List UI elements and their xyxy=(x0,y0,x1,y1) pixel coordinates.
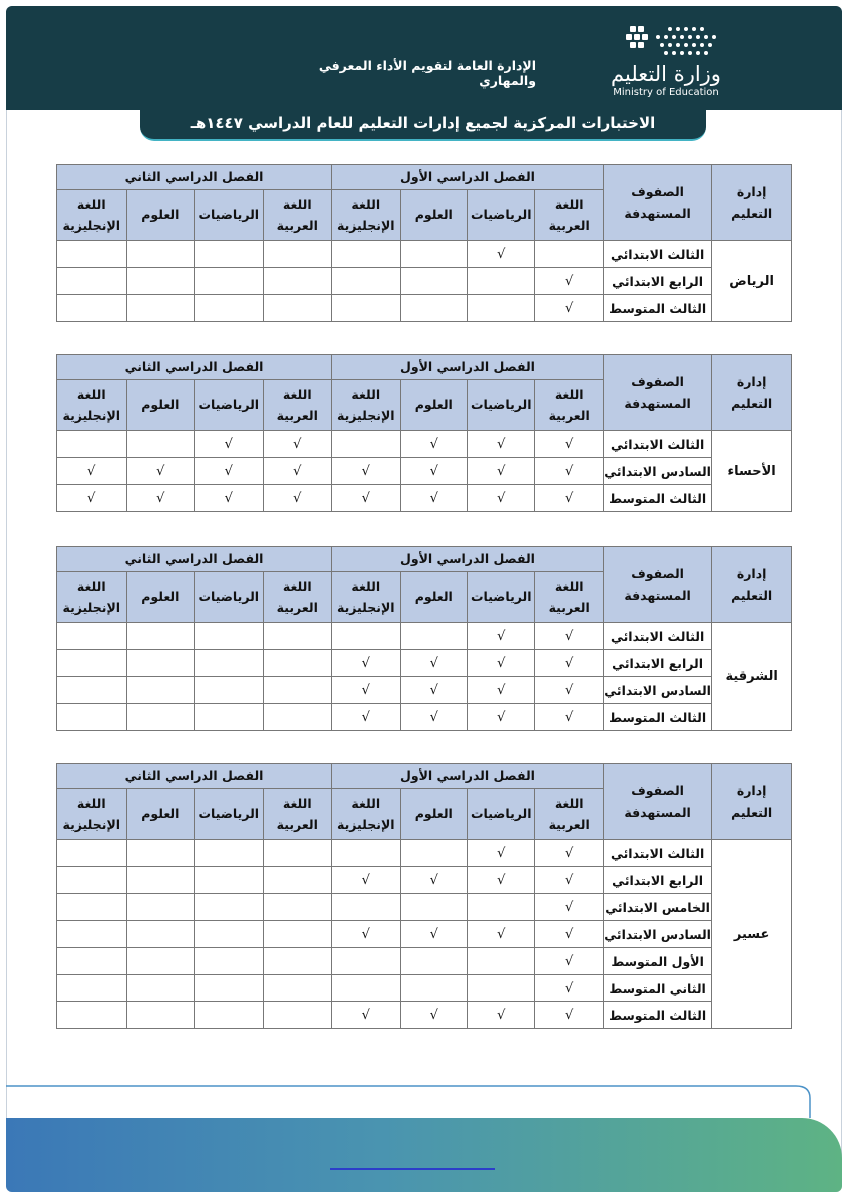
table-row xyxy=(57,623,792,650)
header-term1: الفصل الدراسي الأول xyxy=(332,764,604,789)
header-grades-line1: الصفوف xyxy=(631,184,684,200)
header-arabic-line2: العربية xyxy=(276,600,318,615)
header-arabic-line2: العربية xyxy=(548,218,590,233)
header-admin-line2: التعليم xyxy=(731,587,773,603)
check-cell: √ xyxy=(468,485,535,512)
check-cell: √ xyxy=(535,295,603,322)
check-cell: √ xyxy=(332,1002,401,1029)
check-cell: √ xyxy=(400,867,467,894)
check-cell: √ xyxy=(468,431,535,458)
check-cell xyxy=(468,894,535,921)
check-cell xyxy=(195,948,263,975)
check-cell xyxy=(332,894,401,921)
check-cell: √ xyxy=(535,268,603,295)
check-cell: √ xyxy=(535,650,603,677)
table-row xyxy=(57,431,792,458)
check-cell xyxy=(400,894,467,921)
check-cell: √ xyxy=(535,975,603,1002)
check-cell xyxy=(263,704,331,731)
header-arabic-line1: اللغة xyxy=(554,196,584,212)
header-term2: الفصل الدراسي الثاني xyxy=(57,355,332,380)
table-row xyxy=(57,921,792,948)
check-cell xyxy=(400,975,467,1002)
header-term2: الفصل الدراسي الثاني xyxy=(57,764,332,789)
header-arabic-line2: العربية xyxy=(276,218,318,233)
check-cell xyxy=(263,268,331,295)
exam-table xyxy=(56,763,792,1029)
check-cell: √ xyxy=(400,677,467,704)
header-grades-line2: المستهدفة xyxy=(624,205,691,221)
check-cell xyxy=(126,268,194,295)
header-math: الرياضيات xyxy=(468,789,535,840)
check-cell: √ xyxy=(332,704,401,731)
check-cell: √ xyxy=(535,458,603,485)
header-subtitle: الإدارة العامة لتقويم الأداء المعرفي والمهاري xyxy=(318,58,536,88)
grade-cell: الثاني المتوسط xyxy=(603,975,711,1002)
header-arabic-line2: العربية xyxy=(276,408,318,423)
check-cell: √ xyxy=(332,677,401,704)
header-arabic-line2: العربية xyxy=(548,600,590,615)
ministry-logo xyxy=(606,24,726,104)
check-cell xyxy=(57,840,127,867)
check-cell: √ xyxy=(535,485,603,512)
header-arabic-line2: العربية xyxy=(548,408,590,423)
check-cell xyxy=(126,295,194,322)
check-cell xyxy=(332,295,401,322)
check-cell xyxy=(332,975,401,1002)
check-cell xyxy=(126,948,194,975)
header-arabic xyxy=(535,572,603,623)
check-cell xyxy=(400,241,467,268)
header-admin-line1: إدارة xyxy=(736,184,767,200)
grade-cell: الثالث المتوسط xyxy=(603,295,711,322)
header-english-line2: الإنجليزية xyxy=(62,817,121,832)
grade-cell: الثالث الابتدائي xyxy=(603,840,711,867)
header-arabic xyxy=(535,190,603,241)
exam-table xyxy=(56,546,792,731)
check-cell: √ xyxy=(468,921,535,948)
check-cell xyxy=(263,948,331,975)
header-english xyxy=(332,572,401,623)
header-arabic-line1: اللغة xyxy=(554,795,584,811)
header-arabic-line2: العربية xyxy=(548,817,590,832)
header-grades-line2: المستهدفة xyxy=(624,587,691,603)
check-cell xyxy=(400,623,467,650)
region-cell: الأحساء xyxy=(712,431,792,512)
check-cell xyxy=(332,948,401,975)
grade-cell: السادس الابتدائي xyxy=(603,677,711,704)
check-cell: √ xyxy=(195,431,263,458)
check-cell xyxy=(57,677,127,704)
header-admin-line1: إدارة xyxy=(736,374,767,390)
grade-cell: الثالث المتوسط xyxy=(603,485,711,512)
header-term1: الفصل الدراسي الأول xyxy=(332,547,604,572)
header-english xyxy=(57,380,127,431)
check-cell xyxy=(195,894,263,921)
check-cell: √ xyxy=(126,485,194,512)
check-cell xyxy=(468,948,535,975)
check-cell xyxy=(57,867,127,894)
footer-curve xyxy=(6,1084,842,1118)
check-cell xyxy=(57,704,127,731)
header-arabic xyxy=(263,190,331,241)
check-cell xyxy=(195,241,263,268)
header-term2: الفصل الدراسي الثاني xyxy=(57,547,332,572)
header-english-line2: الإنجليزية xyxy=(337,218,395,233)
check-cell: √ xyxy=(195,458,263,485)
grade-cell: السادس الابتدائي xyxy=(603,921,711,948)
header-arabic-line1: اللغة xyxy=(554,386,584,402)
header-arabic-line1: اللغة xyxy=(282,386,312,402)
check-cell xyxy=(400,295,467,322)
header-arabic xyxy=(535,380,603,431)
check-cell xyxy=(332,840,401,867)
check-cell xyxy=(126,921,194,948)
table-row xyxy=(57,975,792,1002)
header-arabic xyxy=(263,789,331,840)
grade-cell: الأول المتوسط xyxy=(603,948,711,975)
header-term1: الفصل الدراسي الأول xyxy=(332,165,604,190)
check-cell xyxy=(468,268,535,295)
header-grades xyxy=(603,355,711,431)
check-cell: √ xyxy=(535,840,603,867)
table-row xyxy=(57,268,792,295)
header-math: الرياضيات xyxy=(195,572,263,623)
check-cell: √ xyxy=(468,840,535,867)
header-grades xyxy=(603,547,711,623)
check-cell xyxy=(263,295,331,322)
check-cell: √ xyxy=(263,458,331,485)
region-cell: عسير xyxy=(712,840,792,1029)
check-cell xyxy=(126,241,194,268)
check-cell xyxy=(195,975,263,1002)
header-grades-line1: الصفوف xyxy=(631,783,684,799)
grade-cell: الرابع الابتدائي xyxy=(603,867,711,894)
header-english-line1: اللغة xyxy=(76,386,106,402)
check-cell xyxy=(57,921,127,948)
check-cell xyxy=(195,268,263,295)
region-cell: الشرقية xyxy=(712,623,792,731)
header-grades-line1: الصفوف xyxy=(631,374,684,390)
table-row xyxy=(57,295,792,322)
header-science: العلوم xyxy=(126,380,194,431)
check-cell: √ xyxy=(400,704,467,731)
check-cell xyxy=(57,1002,127,1029)
table-row xyxy=(57,948,792,975)
check-cell: √ xyxy=(400,458,467,485)
footer-bar xyxy=(330,1168,495,1170)
logo-dots-icon xyxy=(620,24,720,64)
header-science: العلوم xyxy=(126,789,194,840)
check-cell xyxy=(57,431,127,458)
check-cell xyxy=(468,295,535,322)
header-english xyxy=(332,190,401,241)
header-math: الرياضيات xyxy=(195,789,263,840)
header-english xyxy=(57,789,127,840)
check-cell xyxy=(263,650,331,677)
table-row xyxy=(57,677,792,704)
header-arabic xyxy=(263,572,331,623)
check-cell: √ xyxy=(535,704,603,731)
check-cell: √ xyxy=(332,650,401,677)
check-cell xyxy=(126,975,194,1002)
check-cell xyxy=(195,623,263,650)
header-english-line2: الإنجليزية xyxy=(337,600,395,615)
check-cell: √ xyxy=(332,458,401,485)
check-cell: √ xyxy=(468,704,535,731)
title-banner xyxy=(140,108,706,141)
grade-cell: الرابع الابتدائي xyxy=(603,268,711,295)
check-cell: √ xyxy=(535,623,603,650)
check-cell xyxy=(535,241,603,268)
check-cell: √ xyxy=(468,650,535,677)
header-english-line1: اللغة xyxy=(351,578,381,594)
check-cell: √ xyxy=(468,458,535,485)
grade-cell: الثالث الابتدائي xyxy=(603,241,711,268)
check-cell xyxy=(126,894,194,921)
header-arabic-line2: العربية xyxy=(276,817,318,832)
region-cell: الرياض xyxy=(712,241,792,322)
check-cell xyxy=(126,431,194,458)
header-science: العلوم xyxy=(400,572,467,623)
check-cell xyxy=(57,650,127,677)
exam-table xyxy=(56,354,792,512)
check-cell xyxy=(263,840,331,867)
table-row xyxy=(57,650,792,677)
table-row xyxy=(57,704,792,731)
check-cell: √ xyxy=(535,677,603,704)
header-term1: الفصل الدراسي الأول xyxy=(332,355,604,380)
check-cell xyxy=(332,268,401,295)
check-cell xyxy=(195,650,263,677)
header-science: العلوم xyxy=(400,789,467,840)
check-cell: √ xyxy=(400,431,467,458)
check-cell xyxy=(332,431,401,458)
header-english-line2: الإنجليزية xyxy=(62,408,121,423)
header-english xyxy=(57,190,127,241)
header-english xyxy=(57,572,127,623)
check-cell xyxy=(332,623,401,650)
header-arabic-line1: اللغة xyxy=(554,578,584,594)
check-cell xyxy=(263,921,331,948)
header-math: الرياضيات xyxy=(195,380,263,431)
check-cell xyxy=(126,867,194,894)
check-cell: √ xyxy=(400,485,467,512)
check-cell xyxy=(332,241,401,268)
check-cell xyxy=(126,677,194,704)
check-cell xyxy=(195,677,263,704)
check-cell: √ xyxy=(57,485,127,512)
check-cell xyxy=(57,268,127,295)
check-cell: √ xyxy=(468,867,535,894)
table-row xyxy=(57,840,792,867)
header-english-line1: اللغة xyxy=(76,795,106,811)
grade-cell: الخامس الابتدائي xyxy=(603,894,711,921)
header-math: الرياضيات xyxy=(468,190,535,241)
header-banner xyxy=(6,6,842,110)
check-cell: √ xyxy=(468,623,535,650)
check-cell xyxy=(400,840,467,867)
check-cell: √ xyxy=(263,485,331,512)
footer-band xyxy=(6,1118,842,1192)
header-arabic xyxy=(535,789,603,840)
table-row xyxy=(57,485,792,512)
header-arabic-line1: اللغة xyxy=(282,578,312,594)
check-cell xyxy=(57,623,127,650)
check-cell: √ xyxy=(535,867,603,894)
header-math: الرياضيات xyxy=(468,572,535,623)
check-cell: √ xyxy=(400,1002,467,1029)
check-cell xyxy=(57,975,127,1002)
header-admin-line1: إدارة xyxy=(736,566,767,582)
header-grades xyxy=(603,165,711,241)
header-english xyxy=(332,789,401,840)
check-cell xyxy=(468,975,535,1002)
table-row xyxy=(57,867,792,894)
check-cell xyxy=(263,894,331,921)
grade-cell: الرابع الابتدائي xyxy=(603,650,711,677)
grade-cell: الثالث الابتدائي xyxy=(603,623,711,650)
grade-cell: الثالث المتوسط xyxy=(603,704,711,731)
check-cell xyxy=(57,948,127,975)
check-cell: √ xyxy=(126,458,194,485)
grade-cell: السادس الابتدائي xyxy=(603,458,711,485)
header-science: العلوم xyxy=(400,190,467,241)
check-cell xyxy=(195,867,263,894)
table-row xyxy=(57,458,792,485)
header-math: الرياضيات xyxy=(195,190,263,241)
check-cell: √ xyxy=(195,485,263,512)
check-cell: √ xyxy=(535,894,603,921)
check-cell xyxy=(263,623,331,650)
check-cell: √ xyxy=(535,1002,603,1029)
header-english-line1: اللغة xyxy=(351,386,381,402)
header-admin xyxy=(712,355,792,431)
check-cell: √ xyxy=(535,921,603,948)
check-cell: √ xyxy=(400,921,467,948)
check-cell: √ xyxy=(535,431,603,458)
header-science: العلوم xyxy=(126,190,194,241)
check-cell: √ xyxy=(468,241,535,268)
check-cell xyxy=(263,867,331,894)
check-cell: √ xyxy=(332,867,401,894)
check-cell: √ xyxy=(57,458,127,485)
header-english xyxy=(332,380,401,431)
check-cell xyxy=(263,975,331,1002)
header-science: العلوم xyxy=(400,380,467,431)
check-cell: √ xyxy=(400,650,467,677)
header-english-line1: اللغة xyxy=(76,578,106,594)
header-arabic-line1: اللغة xyxy=(282,196,312,212)
header-term2: الفصل الدراسي الثاني xyxy=(57,165,332,190)
exam-table xyxy=(56,164,792,322)
header-english-line2: الإنجليزية xyxy=(337,817,395,832)
check-cell xyxy=(126,1002,194,1029)
page-title: الاختبارات المركزية لجميع إدارات التعليم للعام الدراسي ١٤٤٧هـ xyxy=(190,114,656,132)
header-english-line1: اللغة xyxy=(76,196,106,212)
check-cell: √ xyxy=(332,921,401,948)
check-cell xyxy=(263,241,331,268)
check-cell: √ xyxy=(332,485,401,512)
check-cell xyxy=(57,894,127,921)
table-row xyxy=(57,894,792,921)
grade-cell: الثالث الابتدائي xyxy=(603,431,711,458)
header-admin xyxy=(712,165,792,241)
check-cell xyxy=(57,295,127,322)
logo-arabic-text: وزارة التعليم xyxy=(611,62,721,86)
check-cell xyxy=(195,840,263,867)
grade-cell: الثالث المتوسط xyxy=(603,1002,711,1029)
check-cell: √ xyxy=(468,677,535,704)
check-cell xyxy=(400,948,467,975)
check-cell: √ xyxy=(263,431,331,458)
header-admin-line2: التعليم xyxy=(731,395,773,411)
check-cell xyxy=(263,677,331,704)
header-english-line1: اللغة xyxy=(351,795,381,811)
check-cell xyxy=(126,840,194,867)
check-cell xyxy=(195,1002,263,1029)
check-cell xyxy=(126,623,194,650)
check-cell xyxy=(195,704,263,731)
header-grades-line2: المستهدفة xyxy=(624,395,691,411)
header-admin xyxy=(712,764,792,840)
table-row xyxy=(57,241,792,268)
header-grades-line1: الصفوف xyxy=(631,566,684,582)
header-admin-line1: إدارة xyxy=(736,783,767,799)
check-cell xyxy=(400,268,467,295)
header-science: العلوم xyxy=(126,572,194,623)
logo-english-text: Ministry of Education xyxy=(613,87,719,98)
check-cell xyxy=(263,1002,331,1029)
check-cell xyxy=(57,241,127,268)
header-english-line2: الإنجليزية xyxy=(337,408,395,423)
header-admin-line2: التعليم xyxy=(731,804,773,820)
header-math: الرياضيات xyxy=(468,380,535,431)
check-cell xyxy=(195,921,263,948)
header-grades-line2: المستهدفة xyxy=(624,804,691,820)
check-cell xyxy=(195,295,263,322)
check-cell: √ xyxy=(468,1002,535,1029)
check-cell xyxy=(126,650,194,677)
header-admin-line2: التعليم xyxy=(731,205,773,221)
header-grades xyxy=(603,764,711,840)
header-english-line2: الإنجليزية xyxy=(62,600,121,615)
check-cell: √ xyxy=(535,948,603,975)
header-arabic xyxy=(263,380,331,431)
check-cell xyxy=(126,704,194,731)
table-row xyxy=(57,1002,792,1029)
header-english-line1: اللغة xyxy=(351,196,381,212)
header-arabic-line1: اللغة xyxy=(282,795,312,811)
header-admin xyxy=(712,547,792,623)
header-english-line2: الإنجليزية xyxy=(62,218,121,233)
